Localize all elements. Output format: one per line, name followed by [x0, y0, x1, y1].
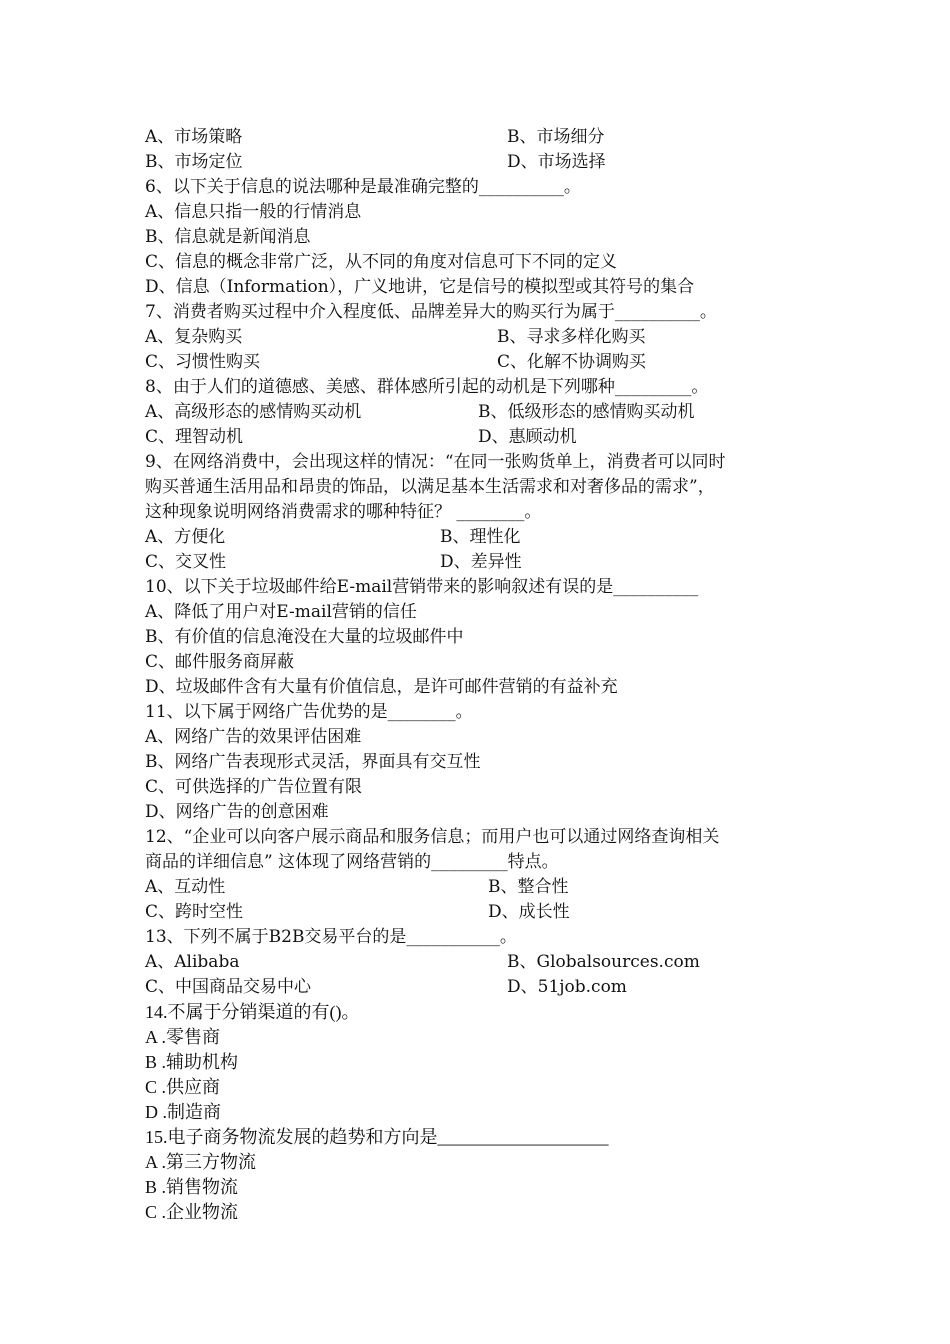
- text-line: 这种现象说明网络消费需求的哪种特征？ ________。: [145, 502, 542, 522]
- question-10: 10、以下关于垃圾邮件给E-mail营销带来的影响叙述有误的是__________: [145, 577, 699, 597]
- text-line: D、信息（Information），广义地讲，它是信号的模拟型或其符号的集合: [145, 277, 695, 297]
- text-line: C、习惯性购买 C、化解不协调购买: [145, 352, 647, 372]
- text-line: A、方便化 B、理性化: [145, 527, 521, 547]
- text-line: B .辅助机构: [145, 1052, 239, 1072]
- text-line: A、降低了用户对E-mail营销的信任: [145, 602, 417, 622]
- text-line: A、Alibaba B、Globalsources.com: [145, 952, 700, 972]
- question-13: 13、下列不属于B2B交易平台的是___________。: [145, 927, 517, 947]
- text-line: C、邮件服务商屏蔽: [145, 652, 295, 672]
- text-line: C .企业物流: [145, 1202, 239, 1222]
- text-line: C、中国商品交易中心 D、51job.com: [145, 977, 627, 997]
- text-line: 购买普通生活用品和昂贵的饰品，以满足基本生活需求和对奢侈品的需求”，: [145, 477, 715, 497]
- text-line: C .供应商: [145, 1077, 221, 1097]
- text-line: B、有价值的信息淹没在大量的垃圾邮件中: [145, 627, 464, 647]
- text-line: B、信息就是新闻消息: [145, 227, 311, 247]
- text-line: A .零售商: [145, 1027, 221, 1047]
- text-line: C、跨时空性 D、成长性: [145, 902, 570, 922]
- question-15: 15.电子商务物流发展的趋势和方向是___________________: [145, 1127, 609, 1147]
- text-line: A、高级形态的感情购买动机 B、低级形态的感情购买动机: [145, 402, 695, 422]
- question-14: 14.不属于分销渠道的有()。: [145, 1002, 360, 1022]
- question-6: 6、以下关于信息的说法哪种是最准确完整的__________。: [145, 177, 581, 197]
- text-line: A、网络广告的效果评估困难: [145, 727, 362, 747]
- text-line: C、可供选择的广告位置有限: [145, 777, 363, 797]
- text-line: D、网络广告的创意困难: [145, 802, 329, 822]
- text-line: C、交叉性 D、差异性: [145, 552, 522, 572]
- text-line: B .销售物流: [145, 1177, 239, 1197]
- text-line: C、信息的概念非常广泛，从不同的角度对信息可下不同的定义: [145, 252, 618, 272]
- text-line: B、网络广告表现形式灵活，界面具有交互性: [145, 752, 481, 772]
- text-line: 商品的详细信息” 这体现了网络营销的_________特点。: [145, 852, 559, 872]
- question-11: 11、以下属于网络广告优势的是________。: [145, 702, 473, 722]
- text-line: D、垃圾邮件含有大量有价值信息，是许可邮件营销的有益补充: [145, 677, 618, 697]
- text-line: C、理智动机 D、惠顾动机: [145, 427, 577, 447]
- text-line: A、互动性 B、整合性: [145, 877, 569, 897]
- text-line: A、信息只指一般的行情消息: [145, 202, 362, 222]
- text-line: A、复杂购买 B、寻求多样化购买: [145, 327, 646, 347]
- question-8: 8、由于人们的道德感、美感、群体感所引起的动机是下列哪种_________。: [145, 377, 709, 397]
- question-9: 9、在网络消费中，会出现这样的情况：“在同一张购货单上，消费者可以同时: [145, 452, 726, 472]
- text-line: A、市场策略 B、市场细分: [145, 127, 605, 147]
- question-12: 12、“企业可以向客户展示商品和服务信息；而用户也可以通过网络查询相关: [145, 827, 720, 847]
- text-line: B、市场定位 D、市场选择: [145, 152, 606, 172]
- text-line: A .第三方物流: [145, 1152, 257, 1172]
- text-line: D .制造商: [145, 1102, 221, 1122]
- question-7: 7、消费者购买过程中介入程度低、品牌差异大的购买行为属于__________。: [145, 302, 717, 322]
